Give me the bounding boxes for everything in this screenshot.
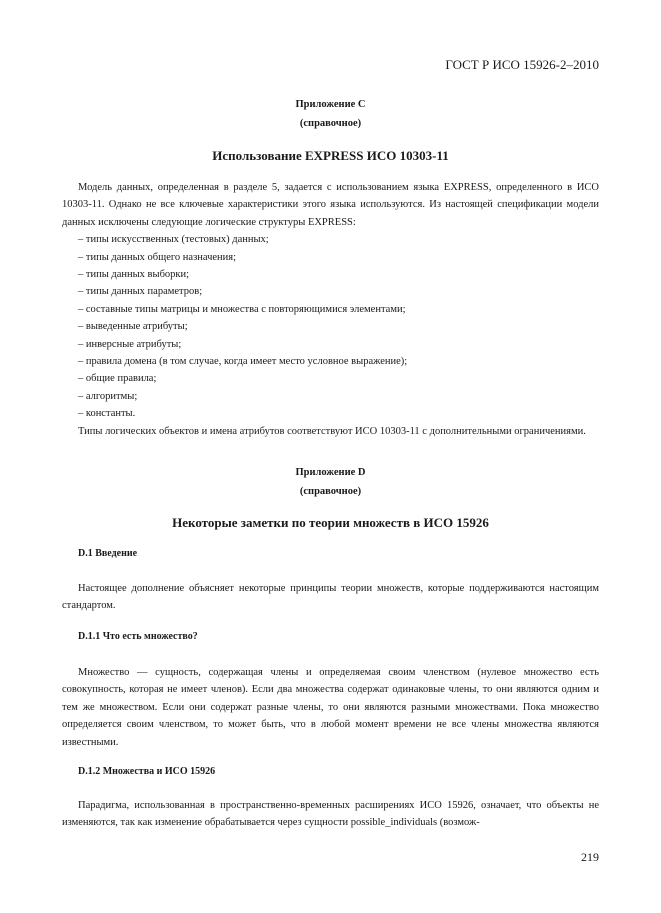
standard-identifier: ГОСТ Р ИСО 15926-2–2010 xyxy=(445,57,599,72)
annex-c-body xyxy=(62,179,599,440)
list-item: – типы данных выборки; xyxy=(62,266,599,283)
annex-c-type: (справочное) xyxy=(299,118,362,129)
list-item: – типы искусственных (тестовых) данных; xyxy=(62,231,599,248)
list-item: – выведенные атрибуты; xyxy=(62,318,599,335)
annex-d-title: Некоторые заметки по теории множеств в ИСО 15926 xyxy=(172,515,489,530)
list-item: – инверсные атрибуты; xyxy=(62,336,599,353)
list-item: – составные типы матрицы и множества с повторяющимися элементами; xyxy=(62,301,599,318)
list-item: – общие правила; xyxy=(62,370,599,387)
list-item: – алгоритмы; xyxy=(62,388,599,405)
section-d12-heading: D.1.2 Множества и ИСО 15926 xyxy=(78,766,216,777)
list-item: – константы. xyxy=(62,405,599,422)
section-d1-heading: D.1 Введение xyxy=(78,548,138,559)
section-d12-text: Парадигма, использованная в пространственно-временных расширениях ИСО 15926, означает, что объекты не изменяются, так как изменение обрабатывается через сущности possible_individuals (возмож- xyxy=(62,800,599,829)
annex-c-title: Использование EXPRESS ИСО 10303-11 xyxy=(212,148,449,163)
section-d11-text: Множество — сущность, содержащая члены и определяемая своим членством (нулевое множество есть совокупность, которая не имеет членов). Если два множества содержат одинаковые члены, то они являются одним и тем же множеством. Если они содержат разные члены, то они являются разными множествами. Пока множество определяется своим членством, то может быть, что в любой момент времени не все члены множества являются известными. xyxy=(62,667,599,748)
annex-d-type: (справочное) xyxy=(299,486,362,497)
annex-c-label: Приложение С xyxy=(295,99,366,110)
list-item: – типы данных общего назначения; xyxy=(62,249,599,266)
section-d1-body xyxy=(62,580,599,615)
list-item: – правила домена (в том случае, когда имеет место условное выражение); xyxy=(62,353,599,370)
annex-d-label: Приложение D xyxy=(295,467,366,478)
section-d11-body xyxy=(62,664,599,751)
page-number: 219 xyxy=(581,850,599,864)
annex-c-intro: Модель данных, определенная в разделе 5, задается с использованием языка EXPRESS, определенного в ИСО 10303-11. Однако не все ключевые характеристики этого языка используются. Из настоящей спецификации модели данных исключены следующие логические структуры EXPRESS: xyxy=(62,182,599,228)
list-item: – типы данных параметров; xyxy=(62,283,599,300)
section-d11-heading: D.1.1 Что есть множество? xyxy=(78,631,198,642)
section-d1-text: Настоящее дополнение объясняет некоторые принципы теории множеств, которые поддерживаются настоящим стандартом. xyxy=(62,583,599,612)
section-d12-body xyxy=(62,797,599,832)
annex-c-closing: Типы логических объектов и имена атрибутов соответствуют ИСО 10303-11 с дополнительными ограничениями. xyxy=(78,425,586,437)
annex-c-exclusion-list xyxy=(62,231,599,422)
